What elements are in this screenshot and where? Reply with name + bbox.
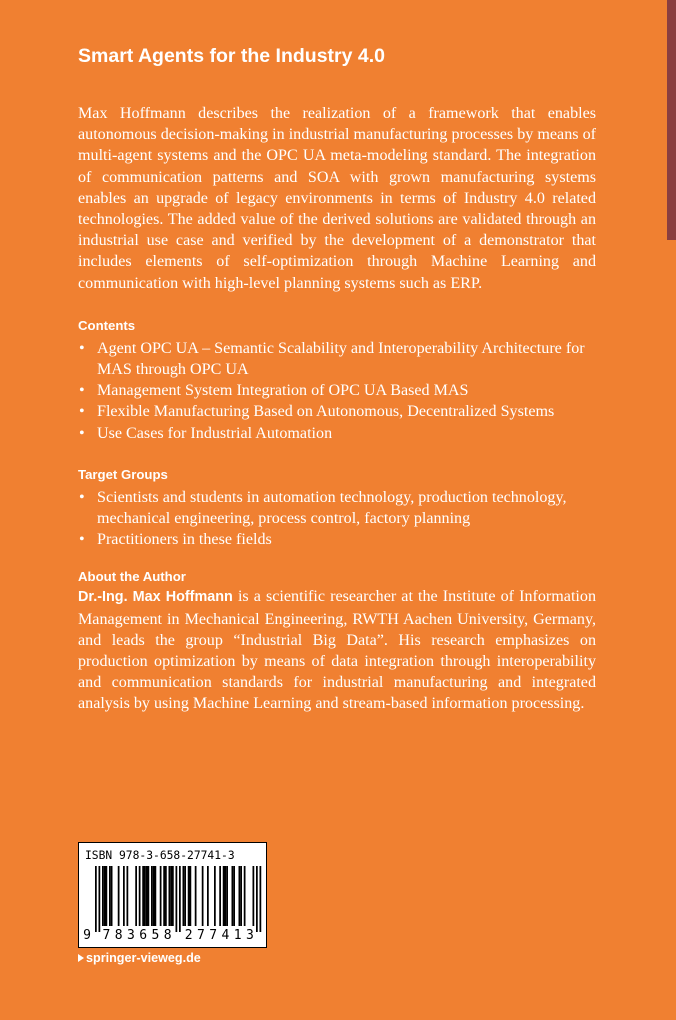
barcode-bar (223, 866, 225, 926)
barcode-bar (253, 866, 255, 926)
barcode-bar (233, 866, 235, 926)
barcode-bar (176, 866, 178, 932)
barcode-bar (148, 866, 150, 926)
author-bio-text: is a scientific researcher at the Institute of Information Management in Mechanical Engineering, RWTH Aachen University, Germany, and leads the group “Industrial Big Data”. His research emphasizes on production optimization by means of data integration through interoperability and communication standards for industrial manufacturing and integrated analysis by using Machine Learning and stream-based information processing. (78, 588, 596, 713)
springer-vieweg-link[interactable] (78, 950, 201, 966)
barcode-digit: 3 (126, 928, 135, 943)
author-name: Dr.-Ing. Max Hoffmann (78, 589, 233, 606)
barcode-bar (95, 866, 97, 932)
list-item (78, 338, 596, 380)
barcode-bar (170, 866, 172, 926)
barcode-graphic (79, 843, 266, 947)
bullet-icon: • (79, 339, 85, 357)
barcode-bar (144, 866, 146, 926)
barcode-digit: 7 (209, 928, 218, 943)
list-item (78, 423, 596, 444)
barcode-bar (146, 866, 148, 926)
barcode-bar (99, 866, 101, 932)
barcode-bar (172, 866, 174, 926)
barcode-digit: 5 (151, 928, 160, 943)
book-title: Smart Agents for the Industry 4.0 (78, 45, 386, 67)
barcode-bar (123, 866, 125, 926)
barcode-digit: 7 (196, 928, 205, 943)
list-item-text: Agent OPC UA – Semantic Scalability and Interoperability Architecture for MAS through OPC UA (97, 339, 585, 379)
spine-color-strip (667, 0, 676, 240)
barcode-bar (239, 866, 241, 926)
barcode-bar (195, 866, 197, 926)
barcode-digit: 6 (139, 928, 148, 943)
bullet-icon: • (79, 488, 85, 506)
barcode-bar (226, 866, 228, 926)
barcode-bar (169, 866, 171, 926)
barcode-bar (179, 866, 181, 932)
barcode-bar (183, 866, 185, 926)
back-cover-content (78, 103, 596, 715)
barcode-bar (219, 866, 221, 926)
barcode-bar (232, 866, 234, 926)
barcode-digit: 7 (102, 928, 111, 943)
book-description: Max Hoffmann describes the realization of a framework that enables autonomous decision-making in industrial manufacturing processes by means of multi-agent systems and the OPC UA meta-modeling standard. The integration of communication patterns and SOA with grown manufacturing systems enables an upgrade of legacy environments in terms of Industry 4.0 related technologies. The added value of the derived solutions are validated through an industrial use case and verified by the development of a demonstrator that includes elements of self-optimization through Machine Learning and communication with high-level planning systems such as ERP. (78, 105, 596, 292)
barcode-bar (151, 866, 153, 926)
barcode-digit: 1 (233, 928, 242, 943)
barcode-bar (153, 866, 155, 926)
barcode-bar (207, 866, 209, 926)
bullet-icon: • (79, 403, 85, 421)
barcode-bar (139, 866, 141, 926)
isbn-label: ISBN 978-3-658-27741-3 (85, 849, 235, 862)
barcode-bar (155, 866, 157, 926)
list-item (78, 401, 596, 422)
barcode-bar (240, 866, 242, 926)
bullet-icon: • (79, 382, 85, 400)
barcode-digit: 8 (114, 928, 123, 943)
bullet-icon: • (79, 424, 85, 442)
list-item-text: Use Cases for Industrial Automation (97, 424, 333, 442)
author-bio (78, 586, 596, 714)
barcode-bar (111, 866, 113, 926)
barcode-bar (104, 866, 106, 926)
list-item-text: Management System Integration of OPC UA Based MAS (97, 382, 469, 400)
list-item (78, 487, 596, 529)
list-item-text: Scientists and students in automation technology, production technology, mechanical engineering, process control, factory planning (97, 488, 567, 528)
barcode-digit: 3 (245, 928, 254, 943)
barcode-bar (102, 866, 104, 926)
barcode-bar (160, 866, 162, 926)
barcode-digit: 2 (184, 928, 193, 943)
barcode-bar (165, 866, 167, 926)
barcode-digit: 9 (83, 928, 91, 943)
arrow-right-icon (78, 954, 84, 962)
barcode-bar (135, 866, 137, 926)
bullet-icon: • (79, 531, 85, 549)
barcode-bar (225, 866, 227, 926)
list-item (78, 380, 596, 401)
barcode-bar (188, 866, 190, 926)
list-item (78, 529, 596, 550)
barcode-digit: 4 (221, 928, 230, 943)
barcode-bar (256, 866, 258, 932)
barcode-bar (214, 866, 216, 926)
isbn-barcode (78, 842, 267, 948)
barcode-bar (118, 866, 120, 926)
contents-list (78, 338, 596, 444)
barcode-bar (244, 866, 246, 926)
list-item-text: Practitioners in these fields (97, 531, 272, 549)
barcode-bar (109, 866, 111, 926)
barcode-bar (106, 866, 108, 926)
barcode-bar (127, 866, 129, 926)
barcode-bar (163, 866, 165, 926)
about-author-heading: About the Author (78, 569, 186, 585)
list-item-text: Flexible Manufacturing Based on Autonomous, Decentralized Systems (97, 403, 555, 421)
barcode-bar (260, 866, 262, 932)
contents-heading: Contents (78, 317, 136, 333)
barcode-bar (202, 866, 204, 926)
barcode-bar (142, 866, 144, 926)
barcode-bar (184, 866, 186, 926)
target-groups-heading: Target Groups (78, 466, 168, 482)
barcode-digit: 8 (163, 928, 172, 943)
website-label: springer-vieweg.de (86, 951, 201, 965)
barcode-bar (190, 866, 192, 926)
target-groups-list (78, 487, 596, 551)
